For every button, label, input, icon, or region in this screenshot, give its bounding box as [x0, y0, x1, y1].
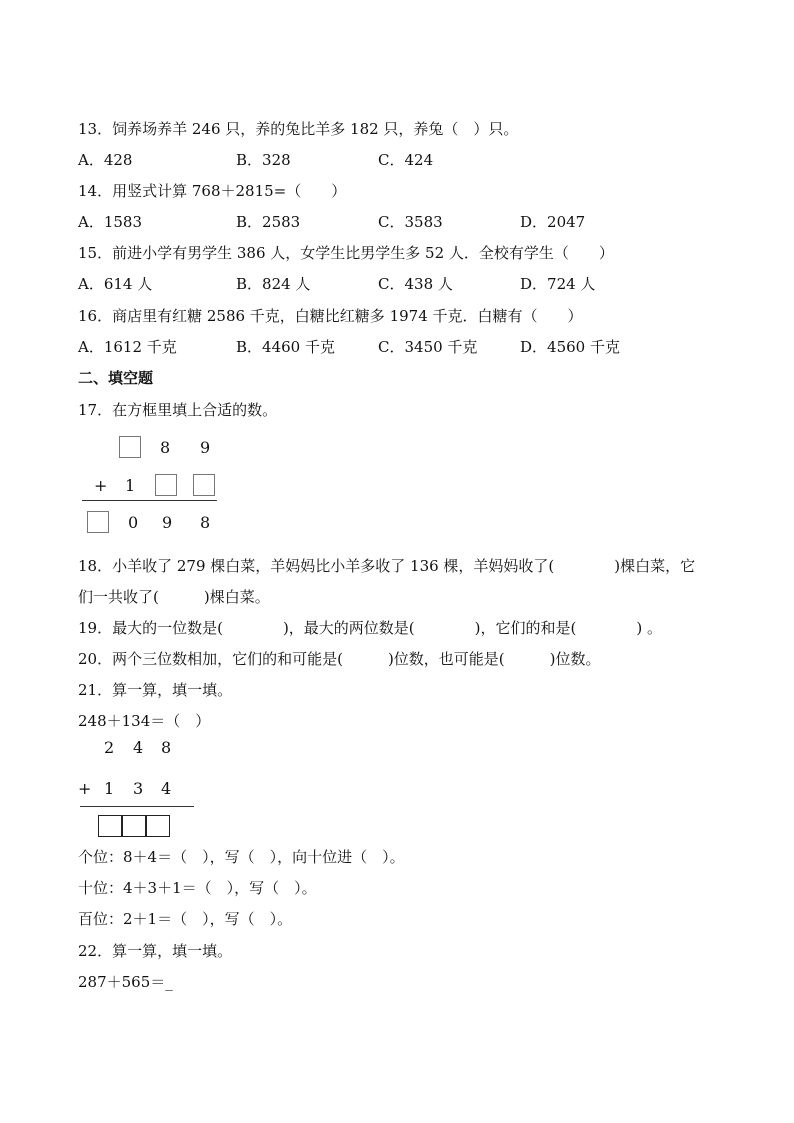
q17-digit: 0 — [128, 513, 139, 532]
q21-digit: 3 — [133, 779, 144, 798]
q17-answer-box-ones[interactable] — [193, 474, 215, 496]
q21-digit: 8 — [161, 738, 172, 757]
question-14-option-b[interactable]: B．2583 — [236, 213, 301, 231]
question-15-option-c[interactable]: C．438 人 — [378, 275, 453, 293]
q21-tens-step: 十位：4＋3＋1＝（ ），写（ ）。 — [78, 879, 317, 897]
question-14-stem: 14．用竖式计算 768＋2815=（ ） — [78, 182, 347, 200]
q17-digit: 8 — [200, 513, 211, 532]
q21-answer-box-ones[interactable] — [146, 815, 170, 837]
question-18-line-1: 18．小羊收了 279 棵白菜，羊妈妈比小羊多收了 136 棵，羊妈妈收了( )棵白菜，它 — [78, 557, 696, 575]
question-21-equation: 248＋134＝（ ） — [78, 712, 211, 730]
question-16-option-b[interactable]: B．4460 千克 — [236, 338, 335, 356]
question-14-option-d[interactable]: D．2047 — [520, 213, 586, 231]
q17-digit: 9 — [162, 513, 173, 532]
question-16-option-d[interactable]: D．4560 千克 — [520, 338, 620, 356]
question-16-stem: 16．商店里有红糖 2586 千克，白糖比红糖多 1974 千克．白糖有（ ） — [78, 307, 583, 325]
question-22-stem: 22．算一算，填一填。 — [78, 942, 233, 960]
q17-answer-box-thousands[interactable] — [87, 511, 109, 533]
question-13-option-b[interactable]: B．328 — [236, 151, 291, 169]
question-20: 20．两个三位数相加，它们的和可能是( )位数，也可能是( )位数。 — [78, 650, 601, 668]
plus-sign: + — [78, 779, 92, 798]
q17-digit: 8 — [160, 438, 171, 457]
plus-sign: + — [94, 476, 108, 495]
question-15-option-b[interactable]: B．824 人 — [236, 275, 311, 293]
question-19: 19．最大的一位数是( )，最大的两位数是( )，它们的和是( ) 。 — [78, 619, 662, 637]
question-16-option-c[interactable]: C．3450 千克 — [378, 338, 478, 356]
section-title-fill-in: 二、填空题 — [78, 369, 154, 387]
question-13-stem: 13．饲养场养羊 246 只，养的兔比羊多 182 只，养兔（ ）只。 — [78, 120, 519, 138]
question-15-option-a[interactable]: A．614 人 — [78, 275, 153, 293]
question-14-option-a[interactable]: A．1583 — [78, 213, 143, 231]
q21-digit: 4 — [133, 738, 144, 757]
question-16-option-a[interactable]: A．1612 千克 — [78, 338, 177, 356]
q17-sum-line — [82, 500, 217, 501]
q21-digit: 2 — [104, 738, 115, 757]
q17-digit: 9 — [200, 438, 211, 457]
question-18-line-2: 们一共收了( )棵白菜。 — [78, 588, 270, 606]
q21-answer-box-tens[interactable] — [122, 815, 146, 837]
q17-answer-box-hundreds[interactable] — [119, 436, 141, 458]
q21-digit: 4 — [161, 779, 172, 798]
question-14-option-c[interactable]: C．3583 — [378, 213, 443, 231]
question-15-stem: 15．前进小学有男学生 386 人，女学生比男学生多 52 人．全校有学生（ ） — [78, 244, 614, 262]
q21-sum-line — [80, 806, 194, 807]
q17-answer-box-tens[interactable] — [155, 474, 177, 496]
q21-digit: 1 — [104, 779, 115, 798]
q21-hundreds-step: 百位：2＋1＝（ ），写（ ）。 — [78, 910, 293, 928]
q21-ones-step: 个位：8＋4＝（ ），写（ ），向十位进（ ）。 — [78, 848, 405, 866]
question-15-option-d[interactable]: D．724 人 — [520, 275, 596, 293]
question-22-equation: 287＋565＝_ — [78, 973, 173, 991]
q17-digit: 1 — [125, 476, 136, 495]
question-13-option-a[interactable]: A．428 — [78, 151, 133, 169]
q21-answer-box-hundreds[interactable] — [98, 815, 122, 837]
question-21-stem: 21．算一算，填一填。 — [78, 681, 233, 699]
question-17-stem: 17．在方框里填上合适的数。 — [78, 401, 278, 419]
question-13-option-c[interactable]: C．424 — [378, 151, 434, 169]
